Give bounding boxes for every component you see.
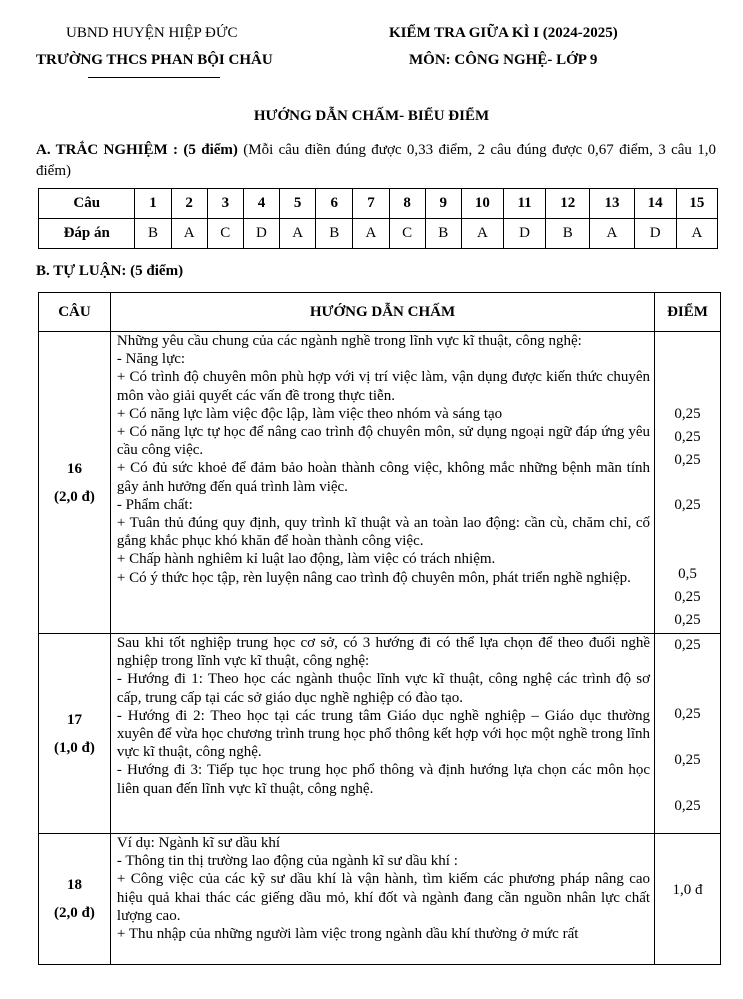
q16-score: 0,25 (674, 452, 701, 468)
q18-label (39, 834, 111, 965)
question-number-cell: 6 (316, 189, 353, 219)
q16-guide-line: + Có năng lực tự học để nâng cao trình độ chuyên môn, sử dụng ngoại ngữ đáp ứng yêu cầu công việc. (116, 424, 651, 459)
q16-guide-line: - Năng lực: (116, 351, 186, 368)
q17-score: 0,25 (674, 798, 701, 814)
answer-cell: B (316, 219, 353, 249)
q18-points: (2,0 đ) (54, 905, 95, 921)
question-number-cell: 5 (280, 189, 316, 219)
col-guide: HƯỚNG DẪN CHẤM (110, 293, 654, 332)
q17-score: 0,25 (674, 706, 701, 722)
q17-guide-line: Sau khi tốt nghiệp trung học cơ sở, có 3 hướng đi có thể lựa chọn để theo đuổi nghề nghiệp trong lĩnh vực kĩ thuật, công nghệ: (116, 635, 651, 670)
document-title: HƯỚNG DẪN CHẤM- BIỂU ĐIỂM (253, 108, 490, 124)
question-number-cell: 3 (207, 189, 243, 219)
question-number-cell: 4 (243, 189, 279, 219)
school-name: TRƯỜNG THCS PHAN BỘI CHÂU (36, 52, 273, 68)
q16-guide-line: + Có năng lực làm việc độc lập, làm việc theo nhóm và sáng tạo (116, 405, 503, 422)
q16-number: 16 (66, 460, 82, 477)
question-number-cell: 15 (676, 189, 717, 219)
q16-score: 0,25 (674, 497, 701, 513)
answer-cell: D (243, 219, 279, 249)
essay-table (38, 292, 721, 965)
q16-points: (2,0 đ) (54, 488, 95, 505)
question-number-cell: 2 (171, 189, 207, 219)
q17-number: 17 (66, 711, 82, 728)
q16-score: 0,25 (674, 612, 701, 628)
q16-guide-line: + Tuân thủ đúng quy định, quy trình kĩ thuật và an toàn lao động: cần cù, chăm chỉ, cố gắng khắc phục khó khăn để hoàn thành công việc. (116, 515, 651, 550)
q16-row (39, 332, 721, 634)
district-name: UBND HUYỆN HIỆP ĐỨC (66, 25, 238, 41)
answer-cell: A (590, 219, 634, 249)
q18-guide-line: Ví dụ: Ngành kĩ sư dầu khí (116, 835, 281, 851)
question-number-cell: 1 (135, 189, 171, 219)
answer-row (39, 219, 718, 249)
question-number-cell: 8 (389, 189, 425, 219)
q16-score: 0,5 (678, 566, 697, 582)
question-number-cell: 14 (634, 189, 676, 219)
q18-guide-line: + Công việc của các kỹ sư dầu khí là vận hành, tìm kiếm các phương pháp nâng cao hiệu quả khai thác các giếng dầu mỏ, khí đốt và ngành đang cần nguồn nhân lực chất lượng cao. (116, 871, 651, 924)
question-number-cell: 10 (461, 189, 503, 219)
answer-cell: D (504, 219, 546, 249)
answer-cell: A (280, 219, 316, 249)
answer-header: Đáp án (39, 219, 135, 249)
col-question: CÂU (39, 293, 111, 332)
answer-cell: D (634, 219, 676, 249)
q17-guide-line: - Hướng đi 1: Theo học các ngành thuộc lĩnh vực kĩ thuật, công nghệ các trình độ sơ cấp, trung cấp tại các sở giáo dục nghề nghiệp có đào tạo. (116, 671, 651, 706)
answer-cell: B (135, 219, 171, 249)
q17-label (39, 634, 111, 834)
col-points: ĐIỂM (655, 293, 721, 332)
q16-score: 0,25 (674, 589, 701, 605)
q18-number: 18 (66, 877, 82, 893)
q16-guide-line: + Có trình độ chuyên môn phù hợp với vị trí việc làm, vận dụng được kiến thức chuyên môn vào giải quyết các vấn đề trong thực tiễn. (116, 369, 651, 404)
section-a-intro (36, 140, 716, 182)
question-number-cell: 9 (425, 189, 461, 219)
answer-cell: A (353, 219, 389, 249)
q17-guide (110, 634, 654, 834)
q17-guide-line: - Hướng đi 2: Theo học tại các trung tâm Giáo dục nghề nghiệp – Giáo dục thường xuyên để vừa học chương trình trung học phổ thông kết hợp với học một nghề trong lĩnh vực kĩ thuật, công nghệ. (116, 707, 651, 761)
q18-guide-line: + Thu nhập của những người làm việc trong ngành dầu khí thường ở mức rất (116, 926, 579, 943)
q17-scores (655, 634, 721, 834)
q16-guide (110, 332, 654, 634)
answer-cell: B (425, 219, 461, 249)
answer-cell: C (207, 219, 243, 249)
section-b-heading: B. TỰ LUẬN: (5 điểm) (36, 263, 184, 279)
q16-guide-line: + Chấp hành nghiêm kỉ luật lao động, làm việc có trách nhiệm. (116, 551, 496, 568)
question-number-cell: 7 (353, 189, 389, 219)
q18-row (39, 834, 721, 965)
q16-score: 0,25 (674, 406, 701, 422)
q16-scores (655, 332, 721, 634)
essay-header-row (39, 293, 721, 332)
q17-points: (1,0 đ) (54, 739, 95, 756)
q16-guide-line: + Có ý thức học tập, rèn luyện nâng cao trình độ chuyên môn, phát triển nghề nghiệp. (116, 569, 631, 586)
section-a-note: (Mỗi câu điền đúng được 0,33 điểm, 2 câu đúng được 0,67 điểm, 3 câu 1,0 điểm) (36, 142, 716, 179)
answer-cell: A (676, 219, 717, 249)
q17-score: 0,25 (674, 752, 701, 768)
q16-guide-line: Những yêu cầu chung của các ngành nghề trong lĩnh vực kĩ thuật, công nghệ: (116, 333, 582, 349)
q18-scores (655, 834, 721, 965)
answer-cell: B (546, 219, 590, 249)
q16-score: 0,25 (674, 429, 701, 445)
answer-table (38, 188, 718, 249)
question-number-cell: 12 (546, 189, 590, 219)
q17-guide-line: - Hướng đi 3: Tiếp tục học trung học phổ thông và định hướng lựa chọn các môn học liên quan đến lĩnh vực kĩ thuật, công nghệ. (116, 762, 651, 797)
q16-guide-line: - Phẩm chất: (116, 496, 193, 513)
question-number-cell: 13 (590, 189, 634, 219)
exam-subject: MÔN: CÔNG NGHỆ- LỚP 9 (409, 52, 598, 68)
header-underline (88, 77, 220, 78)
answer-cell: A (171, 219, 207, 249)
q17-row (39, 634, 721, 834)
q18-score: 1,0 đ (672, 882, 703, 898)
question-header: Câu (39, 189, 135, 219)
exam-title: KIỂM TRA GIỮA KÌ I (2024-2025) (389, 25, 618, 41)
question-number-row (39, 189, 718, 219)
answer-cell: A (461, 219, 503, 249)
q18-guide-line: - Thông tin thị trường lao động của ngành kĩ sư dầu khí : (116, 853, 458, 870)
q18-guide (110, 834, 654, 965)
q16-label (39, 332, 111, 634)
question-number-cell: 11 (504, 189, 546, 219)
q16-guide-line: + Có đủ sức khoẻ để đảm bảo hoàn thành công việc, không mắc những bệnh mãn tính gây ảnh hưởng đến quá trình làm việc. (116, 460, 651, 495)
section-a-heading: A. TRẮC NGHIỆM : (5 điểm) (36, 142, 238, 158)
answer-cell: C (389, 219, 425, 249)
q17-score: 0,25 (674, 637, 701, 653)
